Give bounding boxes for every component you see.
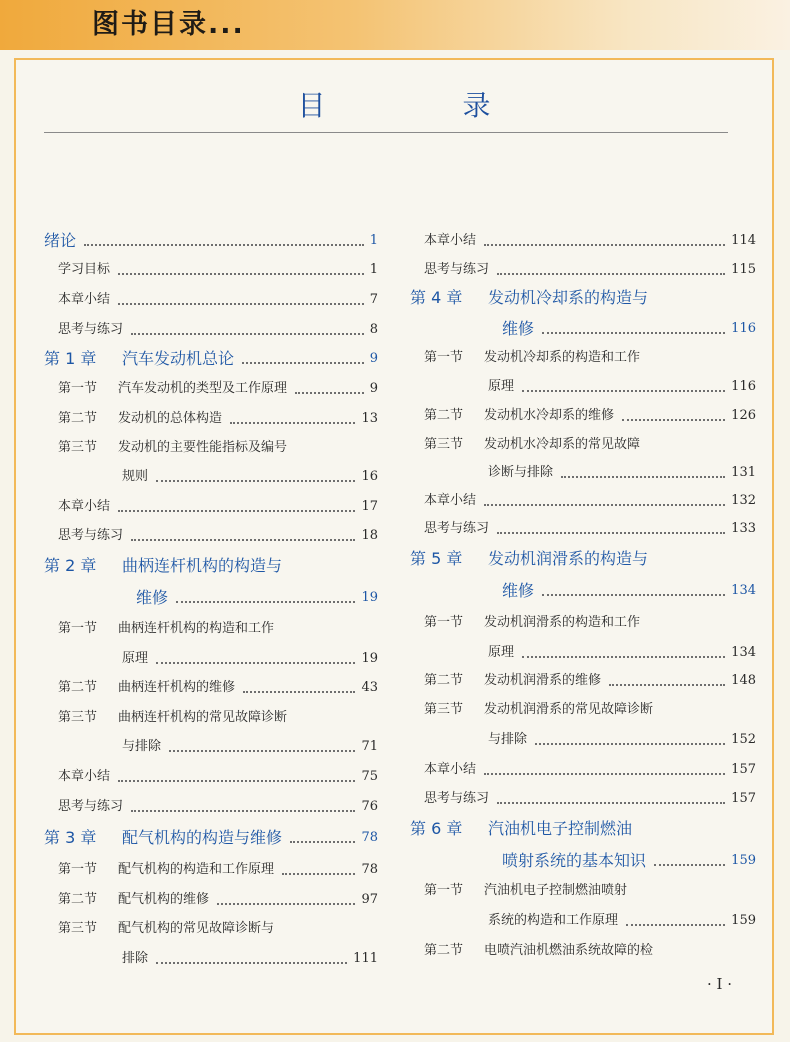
entry-title: 曲柄连杆机构的维修: [118, 680, 236, 695]
section-number: 第三节: [424, 702, 464, 717]
leader-dots: [156, 480, 355, 482]
entry-title: 原理: [122, 651, 149, 666]
entry-title: 发动机润滑系的常见故障诊断: [484, 702, 654, 717]
leader-dots: [176, 601, 355, 603]
page-ref: 148: [731, 673, 756, 688]
leader-dots: [243, 691, 355, 693]
top-banner: [0, 0, 790, 50]
entry-title: 发动机冷却系的构造与: [488, 288, 649, 307]
entry-title: 配气机构的维修: [118, 892, 210, 907]
section-number: 第二节: [424, 673, 464, 688]
leader-dots: [169, 750, 355, 752]
leader-dots: [484, 244, 725, 246]
entry-title: 发动机水冷却系的常见故障: [484, 437, 641, 452]
chapter-number: 第 6 章: [410, 819, 463, 838]
toc-section-entry[interactable]: [410, 699, 756, 721]
leader-dots: [654, 864, 725, 866]
entry-title: 排除: [122, 951, 149, 966]
toc-section-entry[interactable]: [410, 612, 756, 634]
page-ref: 16: [361, 469, 378, 484]
toc-section-entry[interactable]: [44, 378, 378, 400]
leader-dots: [561, 476, 725, 478]
entry-title: 思考与练习: [58, 322, 124, 337]
leader-dots: [497, 802, 725, 804]
entry-title: 绪论: [44, 231, 77, 250]
toc-chapter-entry[interactable]: [44, 555, 378, 577]
entry-title: 规则: [122, 469, 149, 484]
entry-title: 本章小结: [424, 493, 477, 508]
page-ref: 71: [361, 739, 378, 754]
entry-title: 汽油机电子控制燃油喷射: [484, 883, 628, 898]
banner-title: 图书目录...: [92, 9, 245, 40]
section-number: 第二节: [58, 411, 98, 426]
toc-section-entry[interactable]: [44, 408, 378, 430]
entry-title: 发动机的主要性能指标及编号: [118, 440, 288, 455]
entry-title: 维修: [136, 588, 169, 607]
entry-title: 曲柄连杆机构的常见故障诊断: [118, 710, 288, 725]
toc-section-entry[interactable]: [44, 859, 378, 881]
page-ref: 17: [361, 499, 378, 514]
page-ref: 76: [361, 799, 378, 814]
page-ref: 116: [731, 321, 756, 336]
entry-title: 本章小结: [424, 762, 477, 777]
page-number: · I ·: [707, 975, 732, 993]
toc-section-entry[interactable]: [410, 642, 756, 664]
toc-section-entry[interactable]: [44, 289, 378, 311]
entry-title: 本章小结: [58, 499, 111, 514]
entry-title: 配气机构的常见故障诊断与: [118, 921, 275, 936]
section-number: 第三节: [58, 710, 98, 725]
leader-dots: [131, 810, 355, 812]
leader-dots: [84, 244, 364, 246]
entry-title: 曲柄连杆机构的构造和工作: [118, 621, 275, 636]
leader-dots: [626, 924, 725, 926]
toc-chapter-entry[interactable]: [410, 580, 756, 602]
toc-section-entry[interactable]: [44, 707, 378, 729]
chapter-number: 第 3 章: [44, 828, 97, 847]
leader-dots: [484, 504, 725, 506]
entry-title: 原理: [488, 645, 515, 660]
entry-title: 本章小结: [58, 769, 111, 784]
leader-dots: [522, 656, 725, 658]
entry-title: 系统的构造和工作原理: [488, 913, 619, 928]
section-number: 第一节: [424, 883, 464, 898]
toc-section-entry[interactable]: [44, 496, 378, 518]
page-ref: 9: [369, 351, 378, 366]
chapter-number: 第 1 章: [44, 349, 97, 368]
toc-chapter-entry[interactable]: [44, 348, 378, 370]
entry-title: 发动机润滑系的构造和工作: [484, 615, 641, 630]
chapter-number: 第 2 章: [44, 556, 97, 575]
toc-chapter-entry[interactable]: [44, 827, 378, 849]
page-ref: 19: [361, 590, 378, 605]
entry-title: 原理: [488, 379, 515, 394]
toc-section-entry[interactable]: [410, 759, 756, 781]
toc-section-entry[interactable]: [410, 670, 756, 692]
toc-section-entry[interactable]: [44, 618, 378, 640]
page-title: 目 录: [297, 89, 555, 122]
leader-dots: [156, 962, 347, 964]
toc-section-entry[interactable]: [44, 948, 378, 970]
toc-section-entry[interactable]: [410, 490, 756, 512]
toc-section-entry[interactable]: [410, 347, 756, 369]
page-ref: 132: [731, 493, 756, 508]
toc-chapter-entry[interactable]: [410, 318, 756, 340]
page-ref: 78: [361, 830, 378, 845]
leader-dots: [131, 333, 364, 335]
leader-dots: [217, 903, 355, 905]
page-ref: 159: [731, 913, 756, 928]
page-ref: 114: [731, 233, 756, 248]
entry-title: 与排除: [488, 732, 528, 747]
toc-section-entry[interactable]: [410, 940, 756, 962]
toc-section-entry[interactable]: [410, 518, 756, 540]
page-ref: 111: [353, 951, 378, 966]
toc-page: [14, 58, 774, 1035]
toc-section-entry[interactable]: [44, 796, 378, 818]
page-ref: 1: [369, 262, 378, 277]
entry-title: 发动机润滑系的构造与: [488, 549, 649, 568]
toc-chapter-entry[interactable]: [410, 548, 756, 570]
toc-section-entry[interactable]: [44, 437, 378, 459]
chapter-number: 第 5 章: [410, 549, 463, 568]
entry-title: 汽车发动机的类型及工作原理: [118, 381, 288, 396]
entry-title: 发动机的总体构造: [118, 411, 223, 426]
toc-section-entry[interactable]: [44, 319, 378, 341]
toc-section-entry[interactable]: [410, 910, 756, 932]
toc-section-entry[interactable]: [410, 729, 756, 751]
section-number: 第三节: [424, 437, 464, 452]
entry-title: 发动机水冷却系的维修: [484, 408, 615, 423]
page-ref: 131: [731, 465, 756, 480]
leader-dots: [622, 419, 725, 421]
leader-dots: [542, 332, 725, 334]
leader-dots: [609, 684, 725, 686]
leader-dots: [118, 303, 364, 305]
entry-title: 思考与练习: [424, 262, 490, 277]
leader-dots: [484, 773, 725, 775]
entry-title: 配气机构的构造与维修: [122, 828, 283, 847]
leader-dots: [522, 390, 725, 392]
section-number: 第一节: [424, 350, 464, 365]
toc-section-entry[interactable]: [44, 677, 378, 699]
section-number: 第二节: [58, 680, 98, 695]
toc-left-column: [44, 60, 378, 1033]
page-ref: 126: [731, 408, 756, 423]
toc-section-entry[interactable]: [44, 736, 378, 758]
entry-title: 发动机冷却系的构造和工作: [484, 350, 641, 365]
entry-title: 与排除: [122, 739, 162, 754]
leader-dots: [118, 273, 364, 275]
leader-dots: [295, 392, 364, 394]
entry-title: 诊断与排除: [488, 465, 554, 480]
leader-dots: [242, 362, 364, 364]
chapter-number: 第 4 章: [410, 288, 463, 307]
toc-section-entry[interactable]: [410, 462, 756, 484]
toc-section-entry[interactable]: [44, 889, 378, 911]
toc-section-entry[interactable]: [410, 880, 756, 902]
page-ref: 133: [731, 521, 756, 536]
page-ref: 8: [369, 322, 378, 337]
leader-dots: [282, 873, 355, 875]
section-number: 第二节: [424, 408, 464, 423]
page-ref: 97: [361, 892, 378, 907]
entry-title: 本章小结: [58, 292, 111, 307]
page-ref: 159: [731, 853, 756, 868]
toc-section-entry[interactable]: [410, 788, 756, 810]
page-ref: 1: [369, 233, 378, 248]
entry-title: 曲柄连杆机构的构造与: [122, 556, 283, 575]
entry-title: 思考与练习: [58, 799, 124, 814]
toc-section-entry[interactable]: [410, 434, 756, 456]
leader-dots: [131, 539, 355, 541]
leader-dots: [497, 532, 725, 534]
entry-title: 学习目标: [58, 262, 111, 277]
toc-chapter-entry[interactable]: [44, 587, 378, 609]
leader-dots: [535, 743, 725, 745]
page-ref: 116: [731, 379, 756, 394]
page-ref: 18: [361, 528, 378, 543]
entry-title: 本章小结: [424, 233, 477, 248]
section-number: 第三节: [58, 921, 98, 936]
entry-title: 汽油机电子控制燃油: [488, 819, 633, 838]
page-ref: 157: [731, 791, 756, 806]
leader-dots: [290, 841, 355, 843]
toc-section-entry[interactable]: [44, 766, 378, 788]
page-ref: 134: [731, 583, 756, 598]
toc-section-entry[interactable]: [44, 525, 378, 547]
page-ref: 78: [361, 862, 378, 877]
leader-dots: [230, 422, 355, 424]
entry-title: 发动机润滑系的维修: [484, 673, 602, 688]
toc-section-entry[interactable]: [410, 405, 756, 427]
toc-chapter-entry[interactable]: [410, 287, 756, 309]
toc-section-entry[interactable]: [44, 466, 378, 488]
leader-dots: [497, 273, 725, 275]
toc-right-column: [410, 60, 756, 1033]
toc-section-entry[interactable]: [410, 376, 756, 398]
entry-title: 汽车发动机总论: [122, 349, 235, 368]
page-ref: 7: [369, 292, 378, 307]
page-ref: 19: [361, 651, 378, 666]
entry-title: 思考与练习: [58, 528, 124, 543]
toc-section-entry[interactable]: [410, 259, 756, 281]
entry-title: 配气机构的构造和工作原理: [118, 862, 275, 877]
leader-dots: [156, 662, 355, 664]
page-ref: 157: [731, 762, 756, 777]
page-ref: 75: [361, 769, 378, 784]
page-ref: 9: [369, 381, 378, 396]
page-ref: 152: [731, 732, 756, 747]
entry-title: 维修: [502, 319, 535, 338]
section-number: 第一节: [58, 621, 98, 636]
entry-title: 电喷汽油机燃油系统故障的检: [484, 943, 654, 958]
toc-section-entry[interactable]: [44, 648, 378, 670]
leader-dots: [118, 510, 355, 512]
page-ref: 115: [731, 262, 756, 277]
leader-dots: [542, 594, 725, 596]
entry-title: 维修: [502, 581, 535, 600]
toc-chapter-entry[interactable]: [410, 818, 756, 840]
toc-chapter-entry[interactable]: [410, 850, 756, 872]
section-number: 第一节: [424, 615, 464, 630]
toc-chapter-entry[interactable]: [44, 230, 378, 252]
toc-section-entry[interactable]: [44, 259, 378, 281]
page-ref: 13: [361, 411, 378, 426]
leader-dots: [118, 780, 355, 782]
page-ref: 43: [361, 680, 378, 695]
page-ref: 134: [731, 645, 756, 660]
entry-title: 喷射系统的基本知识: [502, 851, 647, 870]
section-number: 第二节: [58, 892, 98, 907]
toc-section-entry[interactable]: [410, 230, 756, 252]
section-number: 第二节: [424, 943, 464, 958]
entry-title: 思考与练习: [424, 521, 490, 536]
section-number: 第三节: [58, 440, 98, 455]
toc-section-entry[interactable]: [44, 918, 378, 940]
section-number: 第一节: [58, 381, 98, 396]
section-number: 第一节: [58, 862, 98, 877]
entry-title: 思考与练习: [424, 791, 490, 806]
